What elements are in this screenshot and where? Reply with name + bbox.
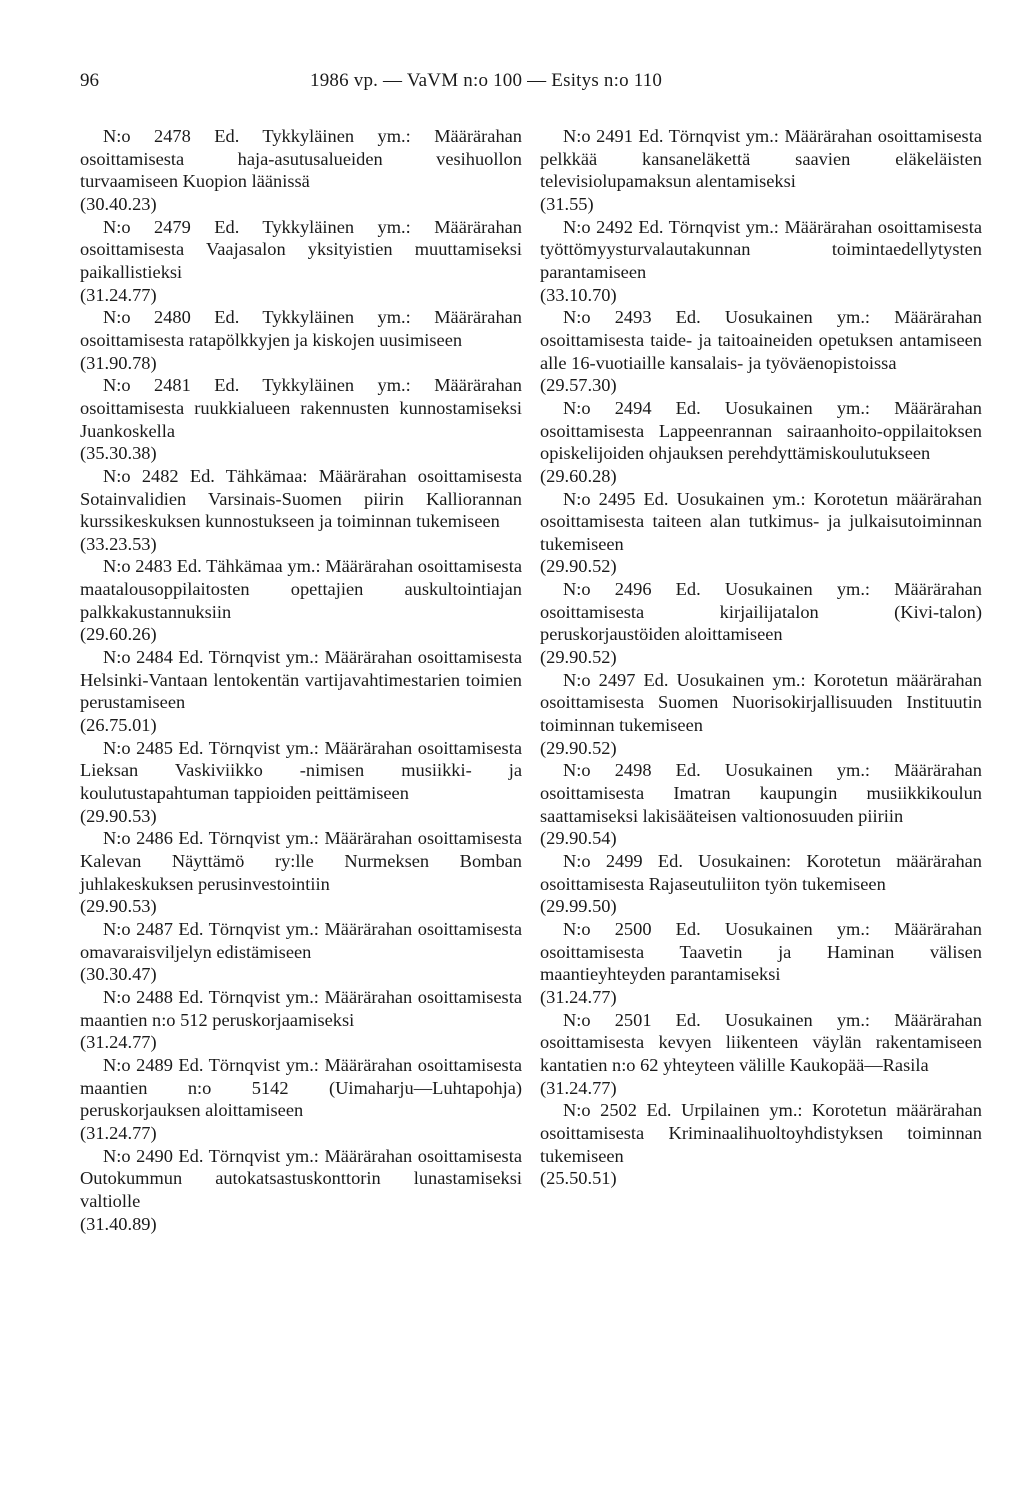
motion-text: N:o 2488 Ed. Törnqvist ym.: Määrärahan osoittamisesta maantien n:o 512 peruskorjaamiseksi (80, 986, 522, 1030)
motion-entry (80, 827, 522, 918)
budget-item-code: (33.10.70) (540, 284, 617, 305)
page-header (0, 70, 1024, 100)
motion-entry (80, 1054, 522, 1145)
motion-text: N:o 2502 Ed. Urpilainen ym.: Korotetun määrärahan osoittamisesta Kriminaalihuoltoyhdistyksen toiminnan tukemiseen (540, 1100, 982, 1166)
motion-text: N:o 2490 Ed. Törnqvist ym.: Määrärahan osoittamisesta Outokummun autokatsastuskonttorin lunastamiseksi valtiolle (80, 1145, 522, 1211)
budget-item-code: (29.57.30) (540, 375, 617, 396)
budget-item-code: (29.90.54) (540, 828, 617, 849)
motion-text: N:o 2493 Ed. Uosukainen ym.: Määrärahan osoittamisesta taide- ja taitoaineiden opetuksen antamiseen alle 16-vuotiaille kansalais- ja työväenopistoissa (540, 307, 982, 373)
motion-entry (540, 488, 982, 579)
motion-text: N:o 2487 Ed. Törnqvist ym.: Määrärahan osoittamisesta omavaraisviljelyn edistämiseen (80, 918, 522, 962)
motion-text: N:o 2496 Ed. Uosukainen ym.: Määrärahan osoittamisesta kirjailijatalon (Kivi-talon) peruskorjaustöiden aloittamiseen (540, 579, 982, 645)
motion-entry (80, 216, 522, 307)
motion-entry (80, 986, 522, 1054)
motion-text: N:o 2478 Ed. Tykkyläinen ym.: Määrärahan osoittamisesta haja-asutusalueiden vesihuollon turvaamiseen Kuopion läänissä (80, 126, 522, 192)
motion-text: N:o 2498 Ed. Uosukainen ym.: Määrärahan osoittamisesta Imatran kaupungin musiikkikoulun saattamiseksi lakisääteisen valtionosuuden piiriin (540, 760, 982, 826)
budget-item-code: (31.55) (540, 193, 594, 214)
budget-item-code: (30.30.47) (80, 964, 157, 985)
motion-text: N:o 2495 Ed. Uosukainen ym.: Korotetun määrärahan osoittamisesta taiteen alan tutkimus- ja julkaisutoiminnan tukemiseen (540, 488, 982, 554)
motion-entry (80, 125, 522, 216)
budget-item-code: (29.90.53) (80, 896, 157, 917)
budget-item-code: (31.24.77) (80, 1032, 157, 1053)
right-column (540, 125, 982, 1190)
budget-item-code: (31.24.77) (80, 284, 157, 305)
budget-item-code: (26.75.01) (80, 715, 157, 736)
motion-entry (540, 1099, 982, 1190)
budget-item-code: (31.24.77) (540, 986, 617, 1007)
motion-text: N:o 2483 Ed. Tähkämaa ym.: Määrärahan osoittamisesta maatalousoppilaitosten opettajien auskultointiajan palkkakustannuksiin (80, 556, 522, 622)
budget-item-code: (29.60.26) (80, 624, 157, 645)
page-number: 96 (80, 70, 99, 91)
motion-text: N:o 2485 Ed. Törnqvist ym.: Määrärahan osoittamisesta Lieksan Vaskiviikko -nimisen musiikki- ja koulutustapahtuman tappioiden peittämiseen (80, 737, 522, 804)
motion-text: N:o 2492 Ed. Törnqvist ym.: Määrärahan osoittamisesta työttömyysturvalautakunnan toimintaedellytysten parantamiseen (540, 216, 982, 282)
motion-entry (80, 918, 522, 986)
budget-item-code: (29.90.52) (540, 737, 617, 758)
motion-text: N:o 2491 Ed. Törnqvist ym.: Määrärahan osoittamisesta pelkkää kansaneläkettä saavien eläkeläisten televisiolupamaksun alentamiseksi (540, 126, 982, 192)
motion-entry (540, 216, 982, 307)
motion-text: N:o 2499 Ed. Uosukainen: Korotetun määrärahan osoittamisesta Rajaseutuliiton työn tukemiseen (540, 851, 982, 894)
motion-text: N:o 2489 Ed. Törnqvist ym.: Määrärahan osoittamisesta maantien n:o 5142 (Uimaharju—Luhtapohja) peruskorjauksen aloittamiseen (80, 1054, 522, 1121)
motion-entry (540, 397, 982, 488)
budget-item-code: (30.40.23) (80, 193, 157, 214)
budget-item-code: (29.90.53) (80, 805, 157, 826)
budget-item-code: (31.40.89) (80, 1213, 157, 1234)
motion-entry (80, 1145, 522, 1236)
motion-entry (540, 125, 982, 216)
left-column (80, 125, 522, 1235)
motion-entry (540, 850, 982, 918)
motion-text: N:o 2479 Ed. Tykkyläinen ym.: Määrärahan osoittamisesta Vaajasalon yksityistien muuttamiseksi paikallistieksi (80, 216, 522, 282)
motion-text: N:o 2482 Ed. Tähkämaa: Määrärahan osoittamisesta Sotainvalidien Varsinais-Suomen piirin Kalliorannan kurssikeskuksen kunnostukseen ja toiminnan tukemiseen (80, 465, 522, 532)
motion-entry (80, 465, 522, 556)
motion-text: N:o 2486 Ed. Törnqvist ym.: Määrärahan osoittamisesta Kalevan Näyttämö ry:lle Nurmeksen Bomban juhlakeskuksen perusinvestointiin (80, 828, 522, 894)
budget-item-code: (29.90.52) (540, 647, 617, 668)
motion-entry (540, 918, 982, 1009)
motion-text: N:o 2500 Ed. Uosukainen ym.: Määrärahan osoittamisesta Taavetin ja Haminan välisen maantieyhteyden parantamiseksi (540, 918, 982, 985)
motion-text: N:o 2494 Ed. Uosukainen ym.: Määrärahan osoittamisesta Lappeenrannan sairaanhoito-oppilaitoksen opiskelijoiden ohjauksen perehdyttämiskoulutukseen (540, 397, 982, 464)
motion-entry (80, 374, 522, 465)
budget-item-code: (33.23.53) (80, 533, 157, 554)
motion-entry (80, 306, 522, 374)
motion-entry (540, 1009, 982, 1100)
budget-item-code: (31.24.77) (540, 1077, 617, 1098)
motion-text: N:o 2497 Ed. Uosukainen ym.: Korotetun määrärahan osoittamisesta Suomen Nuorisokirjallisuuden Instituutin toiminnan tukemiseen (540, 669, 982, 736)
motion-text: N:o 2484 Ed. Törnqvist ym.: Määrärahan osoittamisesta Helsinki-Vantaan lentokentän vartijavahtimestarien toimien perustamiseen (80, 647, 522, 713)
budget-item-code: (25.50.51) (540, 1168, 617, 1189)
motion-entry (80, 555, 522, 646)
motion-text: N:o 2501 Ed. Uosukainen ym.: Määrärahan osoittamisesta kevyen liikenteen väylän rakentamiseen kantatien n:o 62 yhteyteen välille Kaukopää—Rasila (540, 1009, 982, 1075)
motion-entry (540, 759, 982, 850)
budget-item-code: (31.24.77) (80, 1122, 157, 1143)
motion-entry (80, 737, 522, 828)
budget-item-code: (29.60.28) (540, 465, 617, 486)
budget-item-code: (29.99.50) (540, 896, 617, 917)
motion-entry (540, 306, 982, 397)
motion-text: N:o 2481 Ed. Tykkyläinen ym.: Määrärahan osoittamisesta ruukkialueen rakennusten kunnostamiseksi Juankoskella (80, 375, 522, 441)
motion-entry (540, 578, 982, 669)
running-title: 1986 vp. — VaVM n:o 100 — Esitys n:o 110 (310, 70, 663, 91)
motion-text: N:o 2480 Ed. Tykkyläinen ym.: Määrärahan osoittamisesta ratapölkkyjen ja kiskojen uusimiseen (80, 307, 522, 350)
budget-item-code: (29.90.52) (540, 556, 617, 577)
budget-item-code: (35.30.38) (80, 443, 157, 464)
motion-entry (80, 646, 522, 737)
budget-item-code: (31.90.78) (80, 352, 157, 373)
motion-entry (540, 669, 982, 760)
